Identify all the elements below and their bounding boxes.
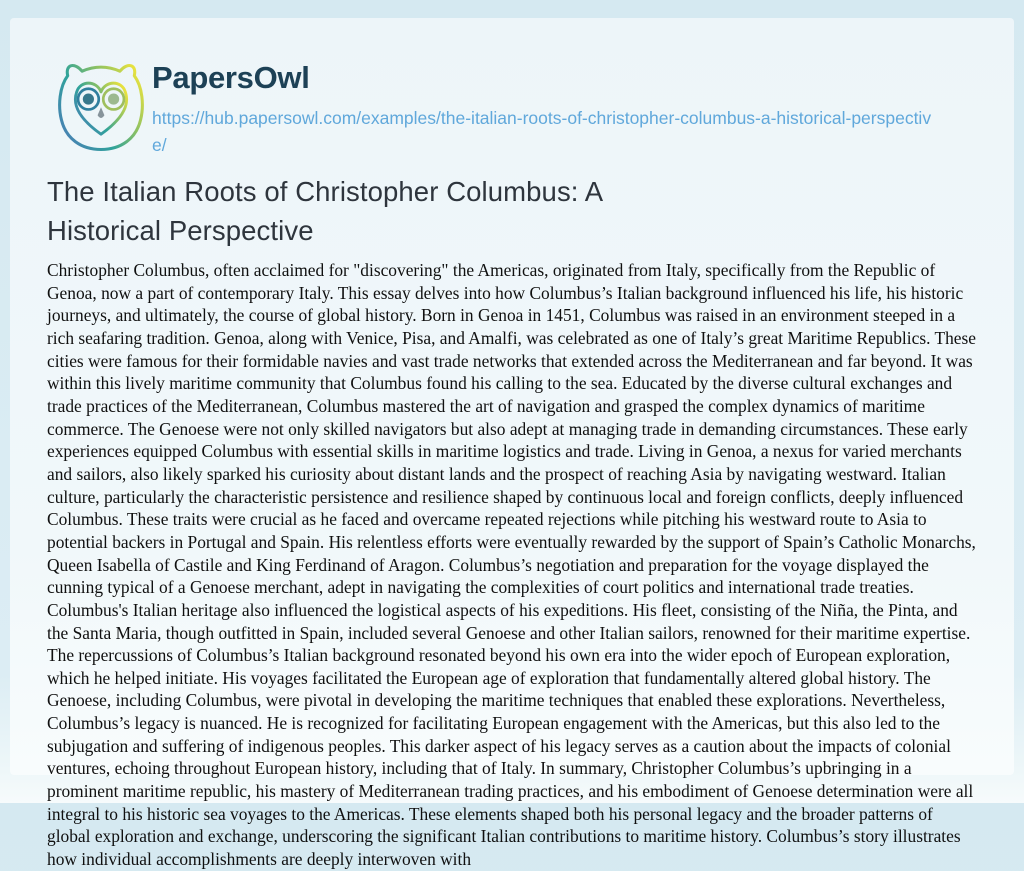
article-body-text: Christopher Columbus, often acclaimed for "discovering" the Americas, originated from Italy, specifically from the Republic of Genoa, now a part of contemporary Italy. This essay delves into how Columbus’s Italian background influenced his life, his historic journeys, and ultimately, the course of global history. Born in Genoa in 1451, Columbus was raised in an environment steeped in a rich seafaring tradition. Genoa, along with Venice, Pisa, and Amalfi, was celebrated as one of Italy’s great Maritime Republics. These cities were famous for their formidable navies and vast trade networks that extended across the Mediterranean and far beyond. It was within this lively maritime community that Columbus found his calling to the sea. Educated by the diverse cultural exchanges and trade practices of the Mediterranean, Columbus mastered the art of navigation and grasped the complex dynamics of maritime commerce. The Genoese were not only skilled navigators but also adept at managing trade in demanding circumstances. These early experiences equipped Columbus with essential skills in maritime logistics and trade. Living in Genoa, a nexus for varied merchants and sailors, also likely sparked his curiosity about distant lands and the prospect of reaching Asia by navigating westward. Italian culture, particularly the characteristic persistence and resilience shaped by continuous local and foreign conflicts, deeply influenced Columbus. These traits were crucial as he faced and overcame repeated rejections while pitching his westward route to Asia to potential backers in Portugal and Spain. His relentless efforts were eventually rewarded by the support of Spain’s Catholic Monarchs, Queen Isabella of Castile and King Ferdinand of Aragon. Columbus’s negotiation and preparation for the voyage displayed the cunning typical of a Genoese merchant, adept in navigating the complexities of court politics and international trade treaties. Columbus's Italian heritage also influenced the logistical aspects of his expeditions. His fleet, consisting of the Niña, the Pinta, and the Santa Maria, though outfitted in Spain, included several Genoese and other Italian sailors, renowned for their maritime expertise. The repercussions of Columbus’s Italian background resonated beyond his own era into the wider epoch of European exploration, which he helped initiate. His voyages facilitated the European age of exploration that fundamentally altered global history. The Genoese, including Columbus, were pivotal in developing the maritime techniques that enabled these explorations. Nevertheless, Columbus’s legacy is nuanced. He is recognized for facilitating European engagement with the Americas, but this also led to the subjugation and suffering of indigenous peoples. This darker aspect of his legacy serves as a caution about the impacts of colonial ventures, echoing throughout European history, including that of Italy. In summary, Christopher Columbus’s upbringing in a prominent maritime republic, his mastery of Mediterranean trading practices, and his embodiment of Genoese determination were all integral to his historic sea voyages to the Americas. These elements shaped both his personal legacy and the broader patterns of global exploration and exchange, underscoring the significant Italian contributions to maritime history. Columbus’s story illustrates how individual accomplishments are deeply interwoven with (47, 260, 976, 870)
page-url-link[interactable]: https://hub.papersowl.com/examples/the-italian-roots-of-christopher-columbus-a-historical-perspective/ (152, 108, 932, 155)
papersowl-owl-icon (47, 55, 155, 163)
page-title: The Italian Roots of Christopher Columbus: A Historical Perspective (47, 176, 602, 246)
brand-name: PapersOwl (152, 60, 310, 95)
